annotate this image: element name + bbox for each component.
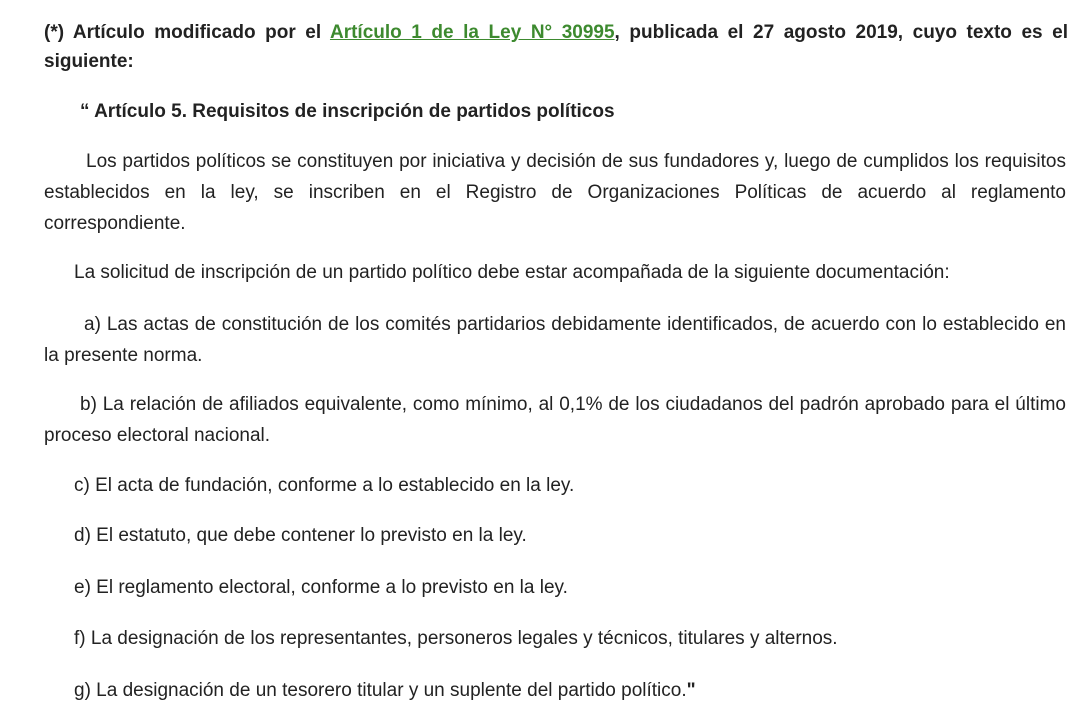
item-d: d) El estatuto, que debe contener lo previsto en la ley.	[74, 525, 527, 546]
item-a: a) Las actas de constitución de los comités partidarios debidamente identificados, de acuerdo con lo establecido en la presente norma.	[44, 314, 1066, 366]
closing-quote: "	[686, 680, 696, 701]
item-f: f) La designación de los representantes, personeros legales y técnicos, titulares y alternos.	[74, 628, 838, 649]
note-prefix: (*) Artículo modificado por el	[44, 22, 330, 43]
paragraph-intro: Los partidos políticos se constituyen por iniciativa y decisión de sus fundadores y, luego de cumplidos los requisitos establecidos en la ley, se inscriben en el Registro de Organizaciones Políticas de acuerdo al reglamento correspondiente.	[44, 151, 1066, 234]
item-e: e) El reglamento electoral, conforme a lo previsto en la ley.	[74, 577, 568, 598]
item-g	[74, 675, 696, 706]
paragraph-request: La solicitud de inscripción de un partido político debe estar acompañada de la siguiente documentación:	[74, 262, 950, 283]
item-g-text: g) La designación de un tesorero titular y un suplente del partido político.	[74, 680, 687, 701]
article-title: “ Artículo 5. Requisitos de inscripción de partidos políticos	[80, 101, 615, 122]
item-c: c) El acta de fundación, conforme a lo establecido en la ley.	[74, 475, 575, 496]
modification-note	[44, 18, 1068, 76]
note-suffix: , publicada el 27 agosto 2019, cuyo texto es el siguiente:	[44, 22, 1068, 72]
law-link[interactable]: Artículo 1 de la Ley N° 30995	[329, 22, 615, 43]
item-b: b) La relación de afiliados equivalente, como mínimo, al 0,1% de los ciudadanos del padrón aprobado para el último proceso electoral nacional.	[44, 394, 1066, 446]
